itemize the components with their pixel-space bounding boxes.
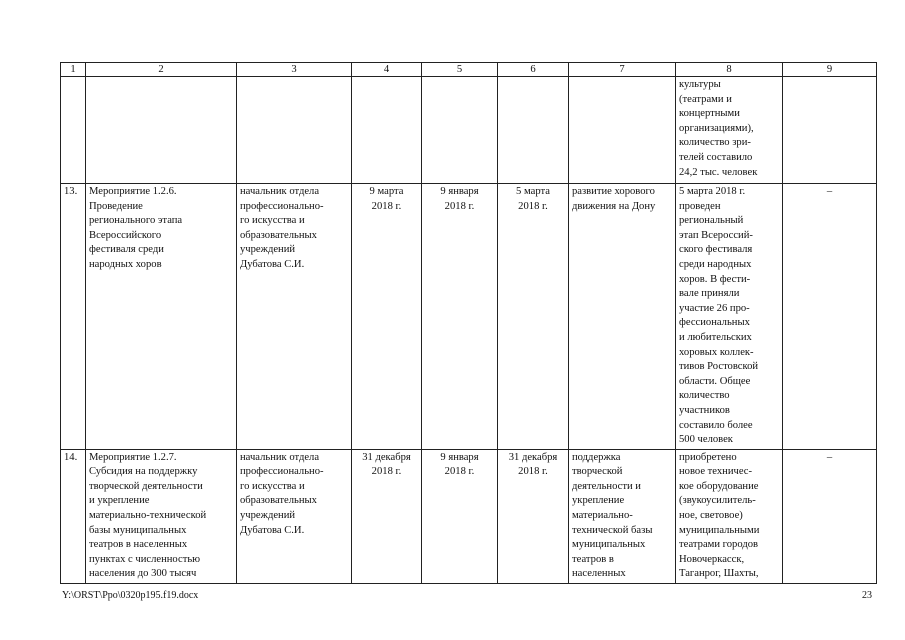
notes: – bbox=[783, 449, 877, 583]
actual-result: 5 марта 2018 г. проведен региональный этап Всероссий- ского фестиваля среди народных хоров. В фести- вале приняли участие 26 про- фессиональных и любительских хоровых коллек- тивов Ростовской области. Общее количество участников составило более 500 человек bbox=[676, 184, 783, 450]
column-number: 3 bbox=[237, 63, 352, 77]
planned-date: 9 марта 2018 г. bbox=[352, 184, 422, 450]
start-date: 9 января 2018 г. bbox=[422, 449, 498, 583]
column-number: 9 bbox=[783, 63, 877, 77]
responsible-person bbox=[237, 77, 352, 184]
planned-date: 31 декабря 2018 г. bbox=[352, 449, 422, 583]
expected-result bbox=[569, 77, 676, 184]
responsible-person: начальник отдела профессионально- го искусства и образовательных учреждений Дубатова С.И. bbox=[237, 184, 352, 450]
start-date: 9 января 2018 г. bbox=[422, 184, 498, 450]
column-number-row bbox=[61, 63, 877, 77]
row-number: 13. bbox=[61, 184, 86, 450]
expected-result: поддержка творческой деятельности и укрепление материально- технической базы муниципальных театров в населенных bbox=[569, 449, 676, 583]
notes: – bbox=[783, 184, 877, 450]
responsible-person: начальник отдела профессионально- го искусства и образовательных учреждений Дубатова С.И. bbox=[237, 449, 352, 583]
table-row bbox=[61, 449, 877, 583]
column-number: 4 bbox=[352, 63, 422, 77]
end-date: 5 марта 2018 г. bbox=[498, 184, 569, 450]
activity-name: Мероприятие 1.2.6. Проведение регионального этапа Всероссийского фестиваля среди народных хоров bbox=[86, 184, 237, 450]
row-number bbox=[61, 77, 86, 184]
activities-table bbox=[60, 62, 877, 584]
row-number: 14. bbox=[61, 449, 86, 583]
end-date bbox=[498, 77, 569, 184]
actual-result: культуры (театрами и концертными организациями), количество зри- телей составило 24,2 тыс. человек bbox=[676, 77, 783, 184]
column-number: 1 bbox=[61, 63, 86, 77]
notes bbox=[783, 77, 877, 184]
table-row bbox=[61, 77, 877, 184]
page-number: 23 bbox=[862, 590, 872, 601]
footer-file-path: Y:\ORST\Ppo\0320p195.f19.docx bbox=[62, 590, 199, 601]
column-number: 5 bbox=[422, 63, 498, 77]
column-number: 6 bbox=[498, 63, 569, 77]
end-date: 31 декабря 2018 г. bbox=[498, 449, 569, 583]
activity-name: Мероприятие 1.2.7. Субсидия на поддержку творческой деятельности и укрепление материально-технической базы муниципальных театров в населенных пунктах с численностью населения до 300 тысяч bbox=[86, 449, 237, 583]
start-date bbox=[422, 77, 498, 184]
column-number: 7 bbox=[569, 63, 676, 77]
column-number: 8 bbox=[676, 63, 783, 77]
column-number: 2 bbox=[86, 63, 237, 77]
activity-name bbox=[86, 77, 237, 184]
table-row bbox=[61, 184, 877, 450]
actual-result: приобретено новое техничес- кое оборудование (звукоусилитель- ное, световое) муниципальными театрами городов Новочеркасск, Таганрог, Шахты, bbox=[676, 449, 783, 583]
planned-date bbox=[352, 77, 422, 184]
expected-result: развитие хорового движения на Дону bbox=[569, 184, 676, 450]
